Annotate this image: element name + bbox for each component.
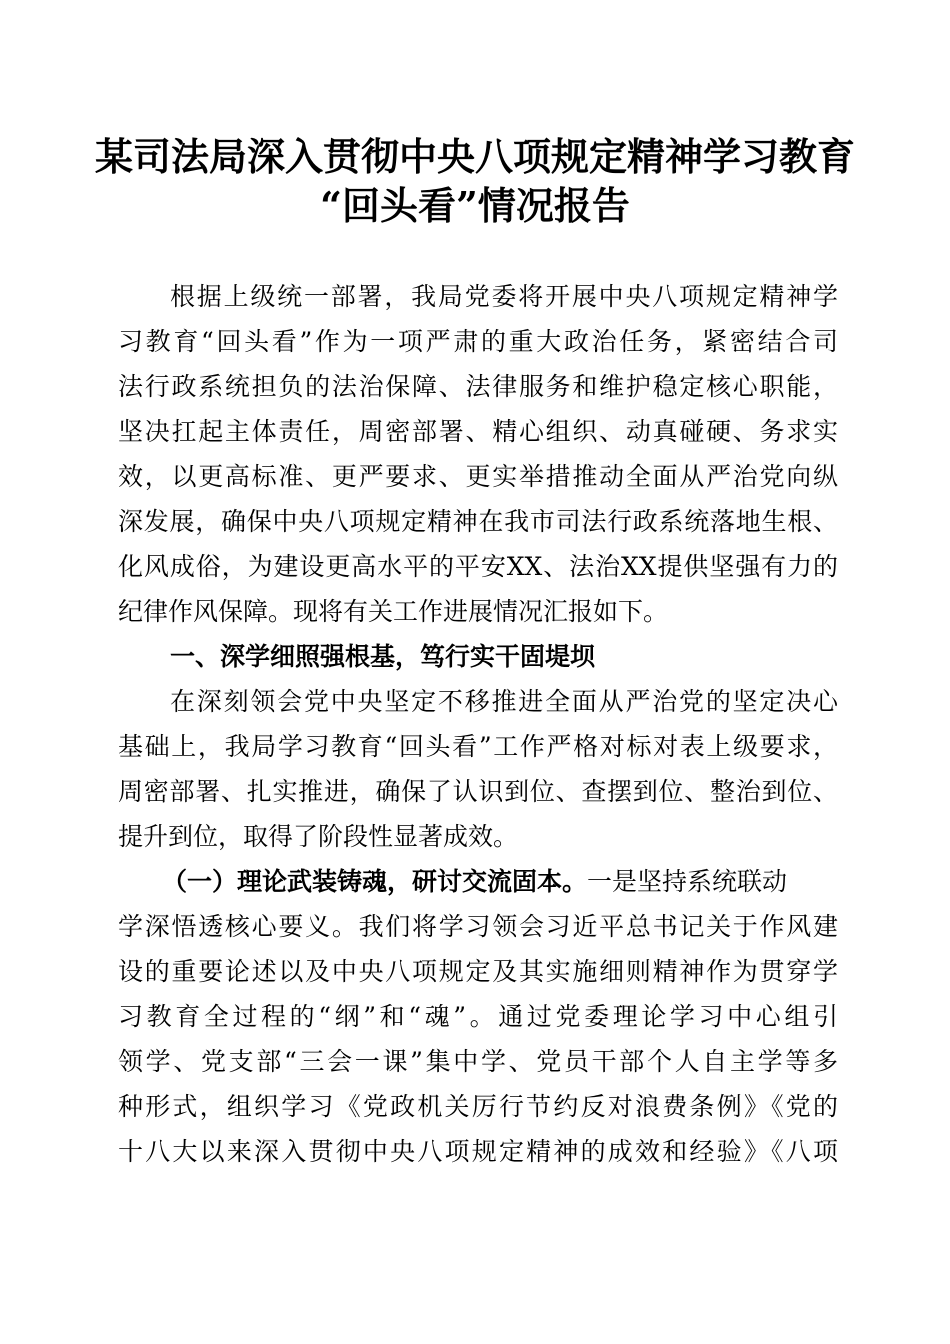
document-title-line-2: “回头看”情况报告 xyxy=(320,183,630,228)
section-heading: 一、深学细照强根基，笃行实干固堤坝 xyxy=(170,642,596,671)
subsection-line: 十八大以来深入贯彻中央八项规定精神的成效和经验》《八项 xyxy=(118,1137,838,1166)
intro-line: 根据上级统一部署，我局党委将开展中央八项规定精神学 xyxy=(170,282,838,311)
intro-line: 纪律作风保障。现将有关工作进展情况汇报如下。 xyxy=(118,597,669,626)
subsection-line: 学深悟透核心要义。我们将学习领会习近平总书记关于作风建 xyxy=(118,912,838,941)
subsection-heading: （一）理论武装铸魂，研讨交流固本。 xyxy=(162,867,588,896)
section-line: 周密部署、扎实推进，确保了认识到位、查摆到位、整治到位、 xyxy=(118,777,838,806)
subsection-line: 习教育全过程的“纲”和“魂”。通过党委理论学习中心组引 xyxy=(118,1002,838,1031)
intro-line: 深发展，确保中央八项规定精神在我市司法行政系统落地生根、 xyxy=(118,507,838,536)
intro-line: 坚决扛起主体责任，周密部署、精心组织、动真碰硬、务求实 xyxy=(118,417,838,446)
subsection-line: 设的重要论述以及中央八项规定及其实施细则精神作为贯穿学 xyxy=(118,957,838,986)
intro-line: 习教育“回头看”作为一项严肃的重大政治任务，紧密结合司 xyxy=(118,327,838,356)
subsection-line: 种形式，组织学习《党政机关厉行节约反对浪费条例》《党的 xyxy=(118,1092,838,1121)
subsection-first-line xyxy=(162,862,830,902)
subsection-first-text: 一是坚持系统联动 xyxy=(587,867,788,896)
intro-line: 法行政系统担负的法治保障、法律服务和维护稳定核心职能， xyxy=(118,372,838,401)
intro-line: 化风成俗，为建设更高水平的平安XX、法治XX提供坚强有力的 xyxy=(118,552,838,581)
section-line: 提升到位，取得了阶段性显著成效。 xyxy=(118,822,519,851)
section-line: 在深刻领会党中央坚定不移推进全面从严治党的坚定决心 xyxy=(170,687,838,716)
subsection-line: 领学、党支部“三会一课”集中学、党员干部个人自主学等多 xyxy=(118,1047,838,1076)
intro-line: 效，以更高标准、更严要求、更实举措推动全面从严治党向纵 xyxy=(118,462,838,491)
section-line: 基础上，我局学习教育“回头看”工作严格对标对表上级要求， xyxy=(118,732,838,761)
document-title-line-1: 某司法局深入贯彻中央八项规定精神学习教育 xyxy=(94,134,855,179)
